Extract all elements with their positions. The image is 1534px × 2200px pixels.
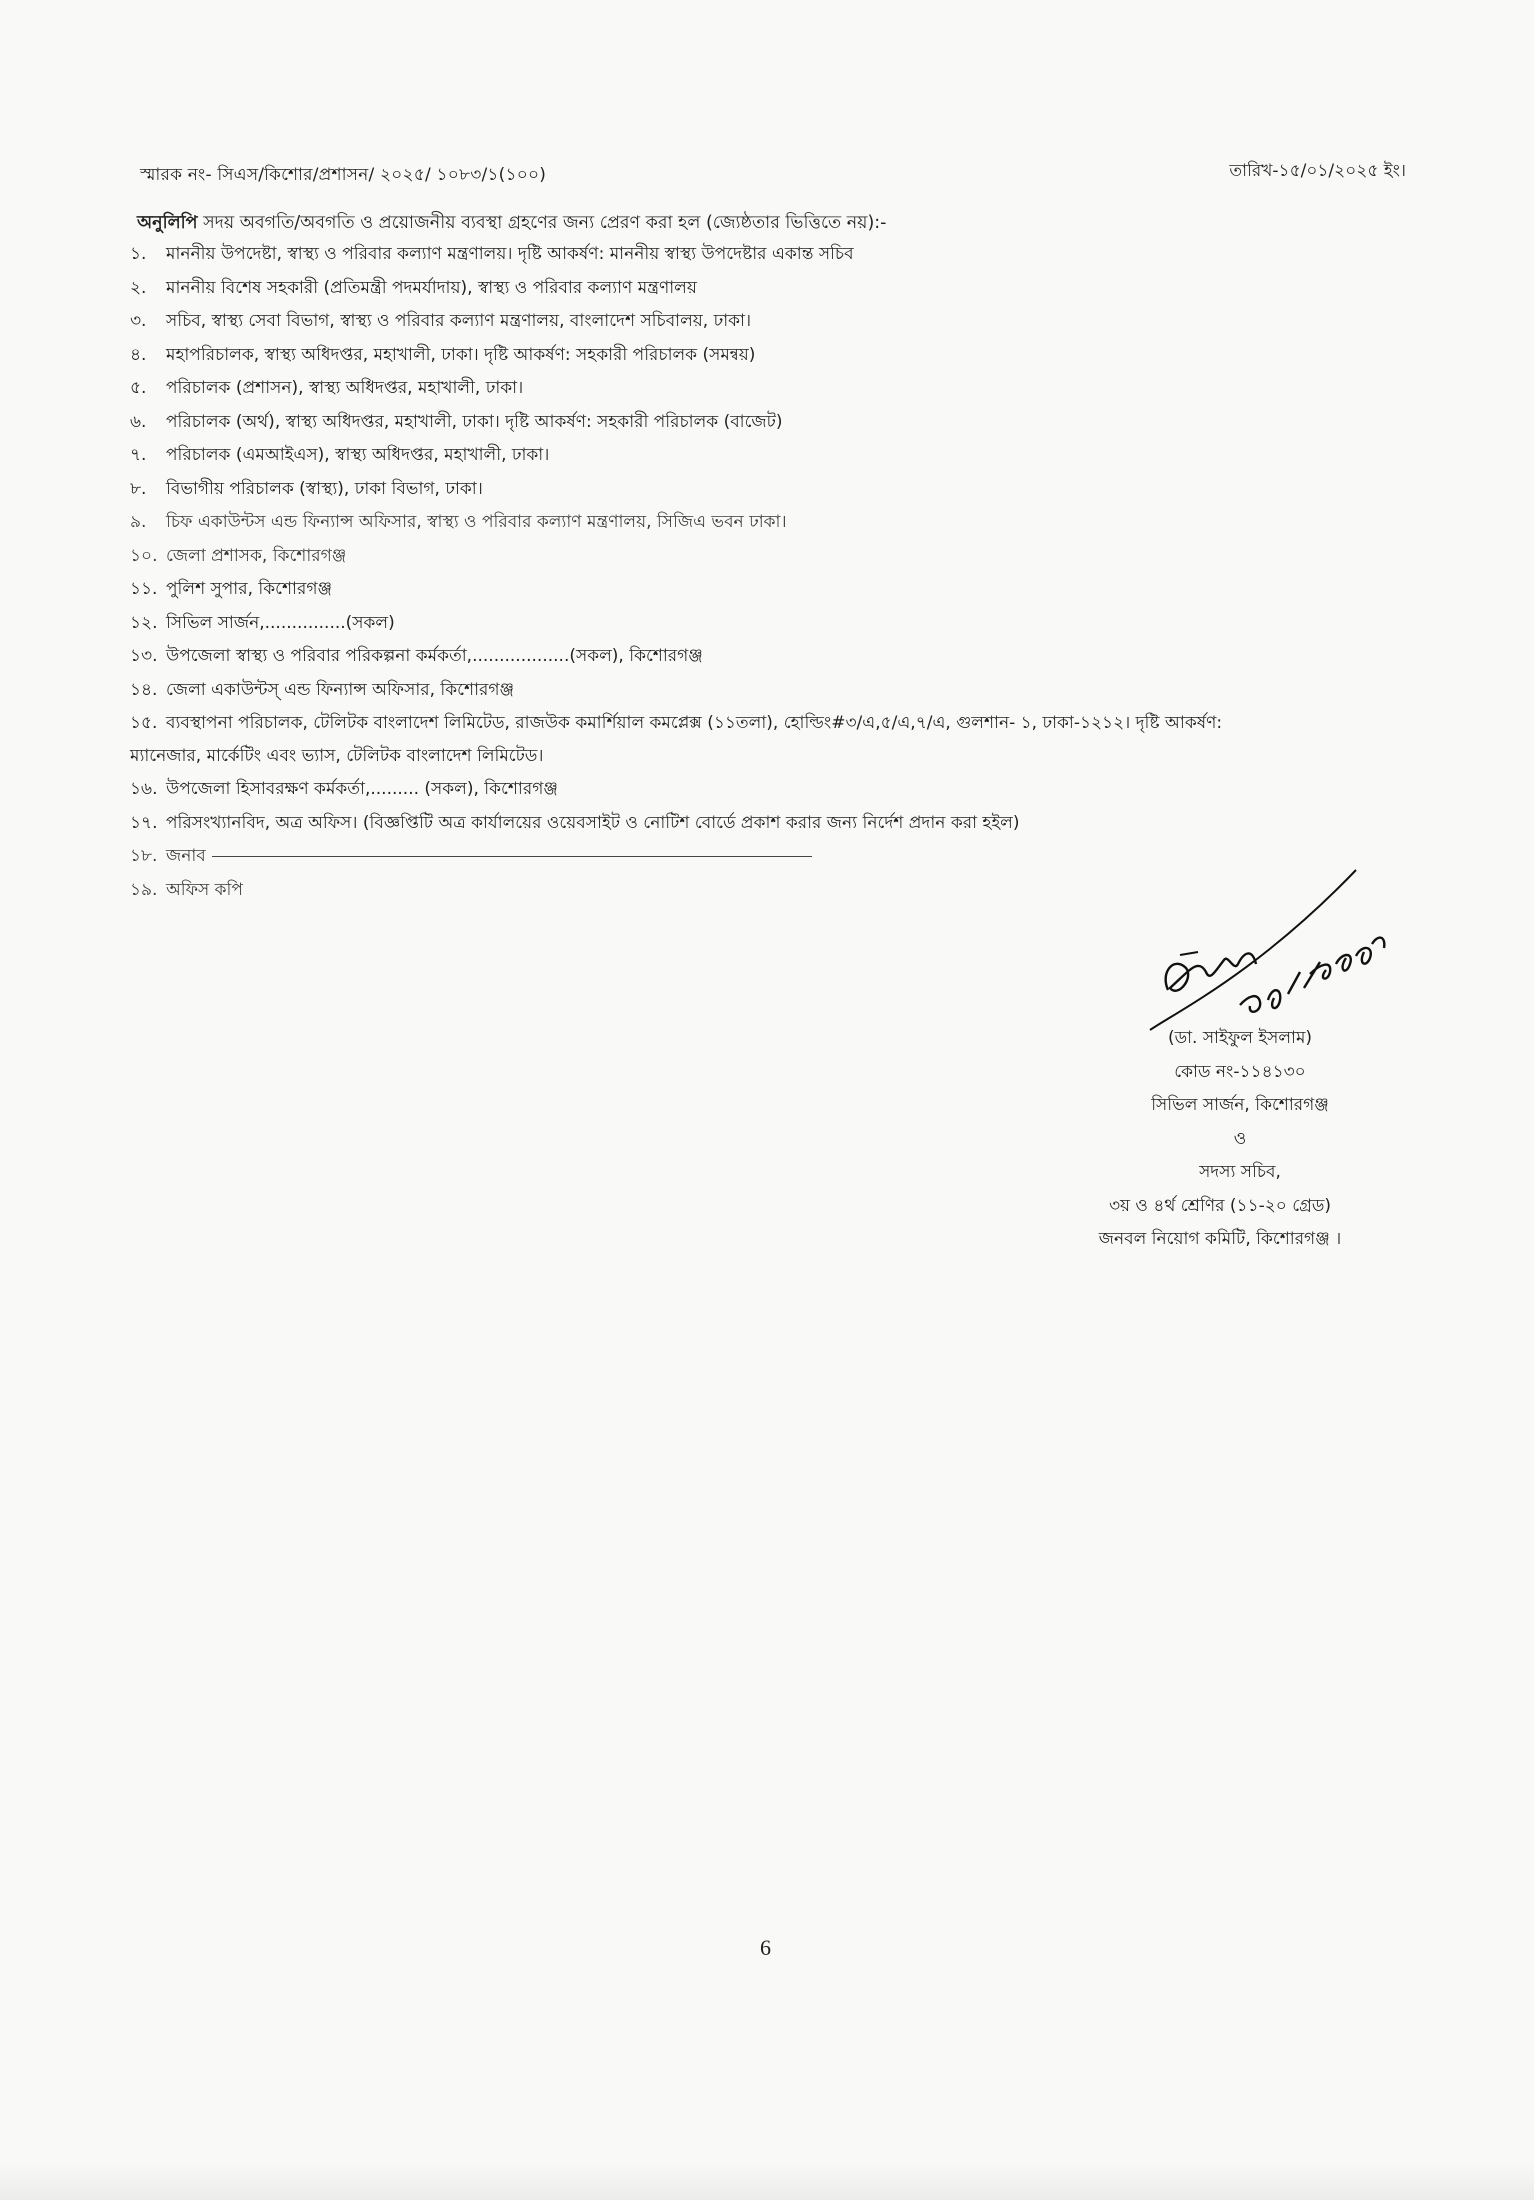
signatory-role: সদস্য সচিব,	[1199, 1162, 1281, 1182]
item-text: সিভিল সার্জন,...............(সকল)	[166, 612, 395, 633]
page-edge-shadow	[0, 2160, 1534, 2200]
signatory-committee: জনবল নিয়োগ কমিটি, কিশোরগঞ্জ ।	[1098, 1229, 1342, 1249]
signatory-title: সিভিল সার্জন, কিশোরগঞ্জ	[1151, 1095, 1329, 1115]
page-number: 6	[760, 1935, 771, 1960]
memo-date: তারিখ-১৫/০১/২০২৫ ইং।	[1229, 161, 1406, 181]
item-text: জনাব	[166, 846, 206, 866]
item-number: ১০.	[130, 545, 158, 566]
list-item	[130, 573, 1430, 607]
signatory-conjunction: ও	[1233, 1128, 1247, 1149]
blank-fill-line	[212, 856, 812, 857]
item-text: মাননীয় বিশেষ সহকারী (প্রতিমন্ত্রী পদমর্যাদায়), স্বাস্থ্য ও পরিবার কল্যাণ মন্ত্রণালয়	[166, 277, 697, 298]
item-number: ১২.	[130, 612, 158, 633]
handwritten-signature	[1140, 860, 1390, 1040]
list-item	[130, 773, 1430, 807]
distribution-list	[130, 238, 1430, 907]
signature-drawing	[1140, 860, 1390, 1040]
item-text: জেলা একাউন্টস্ এন্ড ফিন্যান্স অফিসার, কিশোরগঞ্জ	[166, 679, 515, 700]
item-text: পরিচালক (প্রশাসন), স্বাস্থ্য অধিদপ্তর, মহাখালী, ঢাকা।	[166, 378, 524, 398]
item-number: ১৮.	[130, 846, 158, 866]
signatory-name: (ডা. সাইফুল ইসলাম)	[1167, 1028, 1313, 1048]
item-number: ৪.	[130, 344, 147, 365]
item-number: ১৬.	[130, 779, 158, 799]
item-text: উপজেলা হিসাবরক্ষণ কর্মকর্তা,......... (সকল), কিশোরগঞ্জ	[166, 779, 558, 799]
item-text: পরিচালক (এমআইএস), স্বাস্থ্য অধিদপ্তর, মহাখালী, ঢাকা।	[166, 445, 550, 465]
list-item	[130, 540, 1430, 574]
item-text: পরিসংখ্যানবিদ, অত্র অফিস। (বিজ্ঞপ্তিটি অত্র কার্যালয়ের ওয়েবসাইট ও নোটিশ বোর্ডে প্রকাশ করার জন্য নির্দেশ প্রদান করা হইল)	[166, 812, 1020, 833]
list-item	[130, 506, 1430, 540]
copy-intro-text: সদয় অবগতি/অবগতি ও প্রয়োজনীয় ব্যবস্থা গ্রহণের জন্য প্রেরণ করা হল (জ্যেষ্ঠতার ভিত্তিতে নয়):-	[197, 213, 887, 233]
item-text: জেলা প্রশাসক, কিশোরগঞ্জ	[166, 545, 347, 566]
list-item	[130, 339, 1430, 373]
item-number: ৬.	[130, 411, 147, 432]
signatory-block	[1020, 1022, 1420, 1257]
item-number: ১৯.	[130, 879, 158, 900]
item-number: ১৫.	[130, 713, 158, 733]
list-item	[130, 272, 1430, 306]
list-item	[130, 473, 1430, 507]
list-item	[130, 807, 1430, 841]
item-text: উপজেলা স্বাস্থ্য ও পরিবার পরিকল্পনা কর্মকর্তা,..................(সকল), কিশোরগঞ্জ	[166, 646, 703, 666]
item-number: ৫.	[130, 378, 147, 398]
copy-intro-lead: অনুলিপি	[137, 213, 198, 233]
signatory-code: কোড নং-১১৪১৩০	[1174, 1061, 1306, 1082]
item-number: ৩.	[130, 311, 147, 331]
item-text: মহাপরিচালক, স্বাস্থ্য অধিদপ্তর, মহাখালী, ঢাকা। দৃষ্টি আকর্ষণ: সহকারী পরিচালক (সমন্বয়)	[166, 344, 756, 365]
item-text: বিভাগীয় পরিচালক (স্বাস্থ্য), ঢাকা বিভাগ, ঢাকা।	[166, 478, 483, 499]
item-number: ৯.	[130, 512, 147, 532]
item-text: মাননীয় উপদেষ্টা, স্বাস্থ্য ও পরিবার কল্যাণ মন্ত্রণালয়। দৃষ্টি আকর্ষণ: মাননীয় স্বাস্থ্য উপদেষ্টার একান্ত সচিব	[166, 244, 854, 264]
list-item	[130, 439, 1430, 473]
item-text: সচিব, স্বাস্থ্য সেবা বিভাগ, স্বাস্থ্য ও পরিবার কল্যাণ মন্ত্রণালয়, বাংলাদেশ সচিবালয়, ঢাকা।	[166, 311, 752, 331]
list-item	[130, 406, 1430, 440]
item-number: ১.	[130, 244, 147, 264]
item-number: ১১.	[130, 579, 158, 599]
item-text: পুলিশ সুপার, কিশোরগঞ্জ	[166, 579, 332, 599]
list-item	[130, 607, 1430, 641]
list-item	[130, 372, 1430, 406]
item-number: ৮.	[130, 478, 147, 499]
list-item	[130, 640, 1430, 674]
list-item	[130, 707, 1430, 773]
item-text: চিফ একাউন্টস এন্ড ফিন্যান্স অফিসার, স্বাস্থ্য ও পরিবার কল্যাণ মন্ত্রণালয়, সিজিএ ভবন ঢাকা।	[166, 512, 787, 532]
item-number: ৭.	[130, 445, 147, 465]
item-number: ১৩.	[130, 646, 158, 666]
item-number: ১৭.	[130, 812, 158, 833]
list-item	[130, 238, 1430, 272]
signatory-grade: ৩য় ও ৪র্থ শ্রেণির (১১-২০ গ্রেড)	[1108, 1195, 1332, 1216]
memo-number: স্মারক নং- সিএস/কিশোর/প্রশাসন/ ২০২৫/ ১০৮৩/১(১০০)	[140, 165, 547, 185]
item-text-continued: ম্যানেজার, মার্কেটিং এবং ভ্যাস, টেলিটক বাংলাদেশ লিমিটেড।	[130, 746, 544, 766]
list-item	[130, 305, 1430, 339]
copy-intro	[137, 210, 887, 239]
item-text: ব্যবস্থাপনা পরিচালক, টেলিটক বাংলাদেশ লিমিটেড, রাজউক কমার্শিয়াল কমপ্লেক্স (১১তলা), হোল্ডিং#৩/এ,৫/এ,৭/এ, গুলশান- ১, ঢাকা-১২১২। দৃষ্টি আকর্ষণ:	[166, 713, 1223, 733]
item-text: পরিচালক (অর্থ), স্বাস্থ্য অধিদপ্তর, মহাখালী, ঢাকা। দৃষ্টি আকর্ষণ: সহকারী পরিচালক (বাজেট)	[166, 411, 783, 432]
item-number: ১৪.	[130, 679, 158, 700]
list-item	[130, 674, 1430, 708]
item-text: অফিস কপি	[166, 879, 243, 900]
item-number: ২.	[130, 277, 147, 298]
